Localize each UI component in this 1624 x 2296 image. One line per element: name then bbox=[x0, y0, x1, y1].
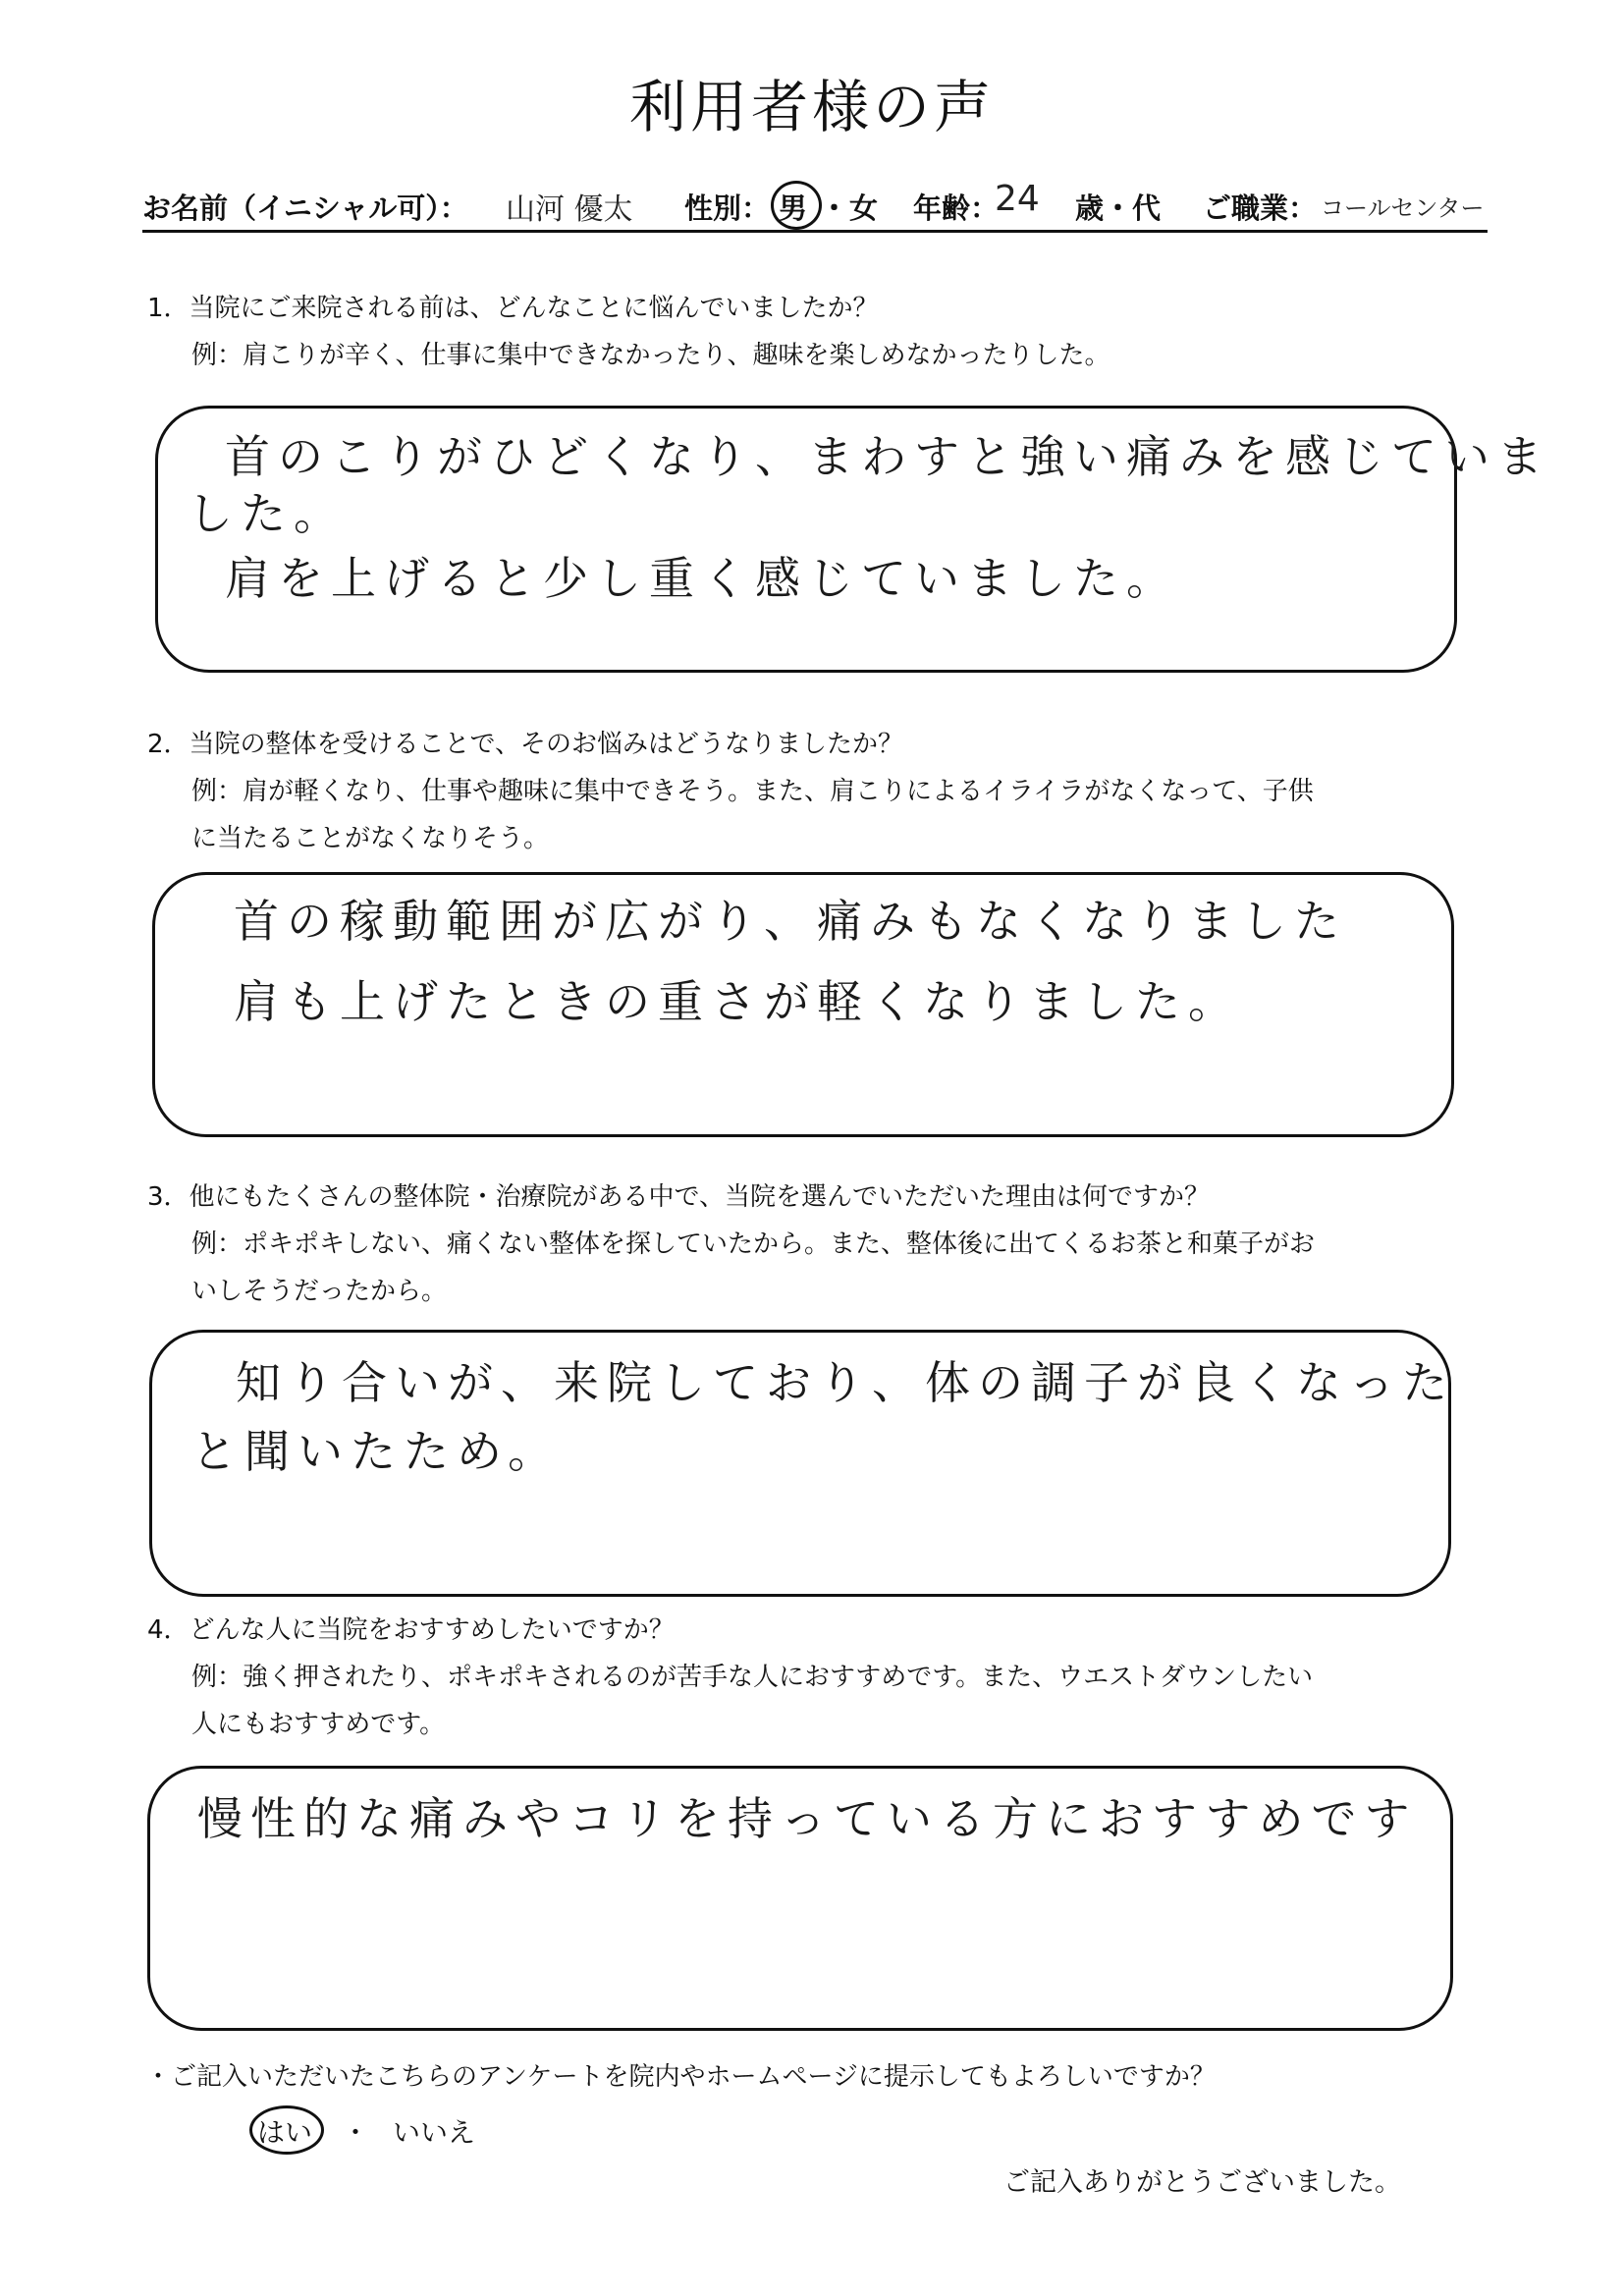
question-4 bbox=[147, 1607, 1483, 1748]
answer-box-3 bbox=[149, 1330, 1455, 1597]
question-3-example-continued: いしそうだったから。 bbox=[191, 1277, 448, 1306]
gender-male: 男 bbox=[779, 191, 808, 225]
profile-line bbox=[142, 179, 1488, 233]
question-1-title: 1．当院にご来院される前は、どんなことに悩んでいましたか？ bbox=[147, 294, 879, 323]
answer-4-line-1: 慢性的な痛みやコリを持っている方におすすめです bbox=[197, 1792, 1418, 1845]
question-2-title: 2．当院の整体を受けることで、そのお悩みはどうなりましたか？ bbox=[147, 730, 904, 759]
job-value: コールセンター bbox=[1321, 194, 1485, 222]
consent-no: いいえ bbox=[393, 2116, 476, 2149]
answer-box-4 bbox=[147, 1766, 1453, 2031]
gender-separator: ・ bbox=[820, 191, 849, 225]
answer-2-line-1: 首の稼動範囲が広がり、痛みもなくなりました bbox=[234, 895, 1347, 948]
question-4-title: 4．どんな人に当院をおすすめしたいですか？ bbox=[147, 1615, 675, 1645]
answer-3-line-1: 知り合いが、来院しており、体の調子が良くなった bbox=[236, 1356, 1455, 1409]
question-2-example: 例：肩が軽くなり、仕事や趣味に集中できそう。また、肩こりによるイライラがなくなって、子供 bbox=[191, 777, 1314, 806]
answer-1-line-2: した。 bbox=[188, 487, 347, 540]
answer-2-line-2: 肩も上げたときの重さが軽くなりました。 bbox=[234, 975, 1241, 1028]
question-2-example-continued: に当たることがなくなりそう。 bbox=[191, 824, 550, 853]
gender-circle-mark bbox=[771, 181, 822, 230]
consent-yes: はい bbox=[257, 2116, 313, 2149]
question-1-example: 例：肩こりが辛く、仕事に集中できなかったり、趣味を楽しめなかったりした。 bbox=[191, 341, 1110, 370]
answer-3-line-2: と聞いたため。 bbox=[191, 1425, 562, 1478]
consent-question: ・ご記入いただいたこちらのアンケートを院内やホームページに提示してもよろしいですか？ bbox=[145, 2062, 1216, 2092]
age-suffix: 歳・代 bbox=[1075, 191, 1162, 225]
question-3-example: 例：ポキポキしない、痛くない整体を探していたから。また、整体後に出てくるお茶と和菓子がお bbox=[191, 1230, 1316, 1259]
age-label: 年齢： bbox=[913, 191, 1000, 225]
age-value: 24 bbox=[995, 179, 1040, 219]
thanks-message: ご記入ありがとうございました。 bbox=[1003, 2167, 1401, 2198]
job-label: ご職業： bbox=[1203, 191, 1318, 225]
page-title: 利用者様の声 bbox=[628, 74, 995, 140]
question-4-example-continued: 人にもおすすめです。 bbox=[191, 1710, 446, 1739]
question-2 bbox=[147, 721, 1483, 862]
answer-1-line-3: 肩を上げると少し重く感じていました。 bbox=[225, 552, 1179, 605]
question-3-title: 3．他にもたくさんの整体院・治療院がある中で、当院を選んでいただいた理由は何ですか？ bbox=[147, 1182, 1211, 1212]
question-3 bbox=[147, 1174, 1483, 1315]
gender-label: 性別： bbox=[684, 191, 771, 225]
consent-separator: ・ bbox=[342, 2116, 370, 2149]
gender-female: 女 bbox=[849, 191, 879, 225]
answer-1-line-1: 首のこりがひどくなり、まわすと強い痛みを感じていま bbox=[225, 430, 1550, 483]
name-value: 山河 優太 bbox=[506, 192, 633, 227]
consent-yes-circle-mark bbox=[249, 2105, 324, 2155]
answer-box-2 bbox=[152, 872, 1454, 1137]
name-label: お名前（イニシャル可）： bbox=[142, 191, 468, 225]
question-1 bbox=[147, 285, 1483, 379]
question-4-example: 例：強く押されたり、ポキポキされるのが苦手な人におすすめです。また、ウエストダウンしたい bbox=[191, 1663, 1314, 1692]
answer-box-1 bbox=[155, 406, 1550, 673]
